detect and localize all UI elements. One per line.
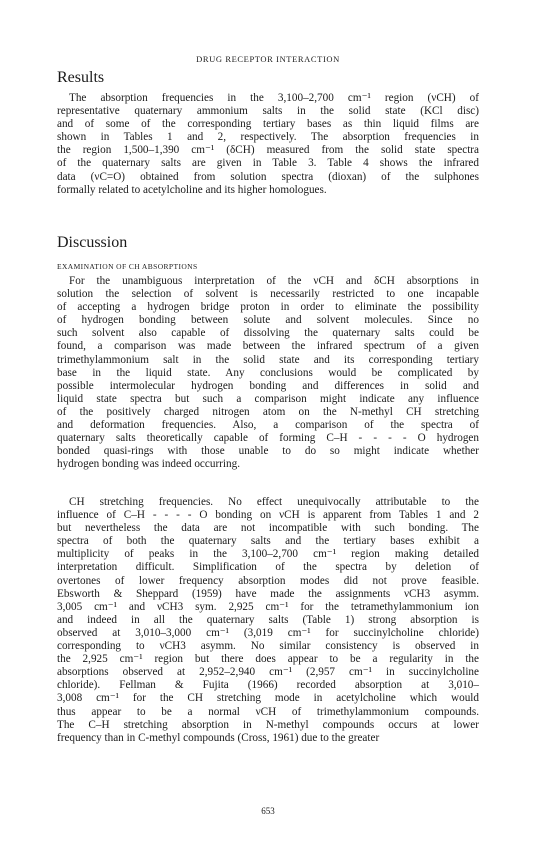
text-line: absorptions observed at 2,952–2,940 cm⁻¹ (2,957 cm⁻¹ in succinylcholine <box>57 666 479 679</box>
text-line: representative quaternary ammonium salts in the solid state (KCl disc) <box>57 105 479 118</box>
text-line: data (νC=O) obtained from solution spectra (dioxan) of the sulphones <box>57 170 479 183</box>
text-line: 3,008 cm⁻¹ for the CH stretching mode in acetylcholine which would <box>57 692 479 705</box>
text-line: the 2,925 cm⁻¹ region but there does appear to be a regularity in the <box>57 653 479 666</box>
text-line: The C–H stretching absorption in N-methyl compounds occurs at lower <box>57 718 479 731</box>
running-head: DRUG RECEPTOR INTERACTION <box>196 54 340 64</box>
section-subheading: EXAMINATION OF CH ABSORPTIONS <box>57 262 198 271</box>
text-line: interpretation difficult. Simplification of the spectra by deletion of <box>57 561 479 574</box>
text-line: spectra of both the quaternary salts and the tertiary bases exhibit a <box>57 535 479 548</box>
page-number: 653 <box>261 806 275 816</box>
text-line: and indeed in all the quaternary salts (Table 1) strong absorption is <box>57 613 479 626</box>
text-line: and deformation frequencies. Also, a comparison of the spectra of <box>57 419 479 432</box>
discussion-paragraph-2 <box>57 496 479 745</box>
text-line: frequency than in C-methyl compounds (Cross, 1961) due to the greater <box>57 731 380 744</box>
text-line: solution the selection of solvent is necessarily restricted to one incapable <box>57 288 479 301</box>
text-line: observed at 3,010–3,000 cm⁻¹ (3,019 cm⁻¹ for succinylcholine chloride) <box>57 626 479 639</box>
text-line: and of some of the corresponding tertiary bases as thin liquid films are <box>57 118 479 131</box>
text-line: of the quaternary salts are given in Table 3. Table 4 shows the infrared <box>57 157 479 170</box>
text-line: 3,005 cm⁻¹ and νCH3 sym. 2,925 cm⁻¹ for the tetramethylammonium ion <box>57 600 479 613</box>
text-line: The absorption frequencies in the 3,100–2,700 cm⁻¹ region (νCH) of <box>69 92 479 104</box>
text-line: formally related to acetylcholine and its higher homologues. <box>57 183 327 196</box>
discussion-heading: Discussion <box>57 234 128 251</box>
text-line: but nevertheless the data are not incompatible with such bonding. The <box>57 522 479 535</box>
text-line: such solvent also capable of dissolving the quaternary salts could be <box>57 327 479 340</box>
results-heading: Results <box>57 69 105 86</box>
text-line: bonded quasi-rings with those unable to do so might indicate whether <box>57 445 479 458</box>
text-line: liquid state spectra but such a comparison might indicate any influence <box>57 392 479 405</box>
text-line: base in the liquid state. Any conclusions would be complicated by <box>57 366 479 379</box>
text-line: of accepting a hydrogen bridge proton in order to eliminate the possibility <box>57 301 479 314</box>
text-line: CH stretching frequencies. No effect unequivocally attributable to the <box>69 496 479 508</box>
text-line: the region 1,500–1,390 cm⁻¹ (δCH) measured from the solid state spectra <box>57 144 479 157</box>
text-line: corresponding to νCH3 asymm. No similar consistency is observed in <box>57 640 479 653</box>
text-line: chloride). Fellman & Fujita (1966) recorded absorption at 3,010– <box>57 679 479 692</box>
discussion-paragraph-1 <box>57 275 479 471</box>
text-line: quaternary salts theoretically capable of forming C–H - - - - O hydrogen <box>57 432 479 445</box>
text-line: Ebsworth & Sheppard (1959) have made the assignments νCH3 asymm. <box>57 587 479 600</box>
text-line: found, a comparison was made between the infrared spectrum of a given <box>57 340 479 353</box>
text-line: influence of C–H - - - - O bonding on νCH is apparent from Tables 1 and 2 <box>57 509 479 522</box>
results-paragraph <box>57 92 479 197</box>
text-line: hydrogen bonding was indeed occurring. <box>57 458 240 471</box>
text-line: shown in Tables 1 and 2, respectively. The absorption frequencies in <box>57 131 479 144</box>
text-line: of hydrogen bonding between solute and solvent molecules. Since no <box>57 314 479 327</box>
text-line: thus appear to be a normal νCH of trimethylammonium compounds. <box>57 705 479 718</box>
text-line: possible intermolecular hydrogen bonding and differences in solid and <box>57 379 479 392</box>
text-line: trimethylammonium salt in the solid state and its corresponding tertiary <box>57 353 479 366</box>
text-line: multiplicity of peaks in the 3,100–2,700 cm⁻¹ region making detailed <box>57 548 479 561</box>
text-line: overtones of lower frequency absorption modes did not prove feasible. <box>57 574 479 587</box>
text-line: of the positively charged nitrogen atom on the N-methyl CH stretching <box>57 405 479 418</box>
text-line: For the unambiguous interpretation of the νCH and δCH absorptions in <box>69 275 479 287</box>
